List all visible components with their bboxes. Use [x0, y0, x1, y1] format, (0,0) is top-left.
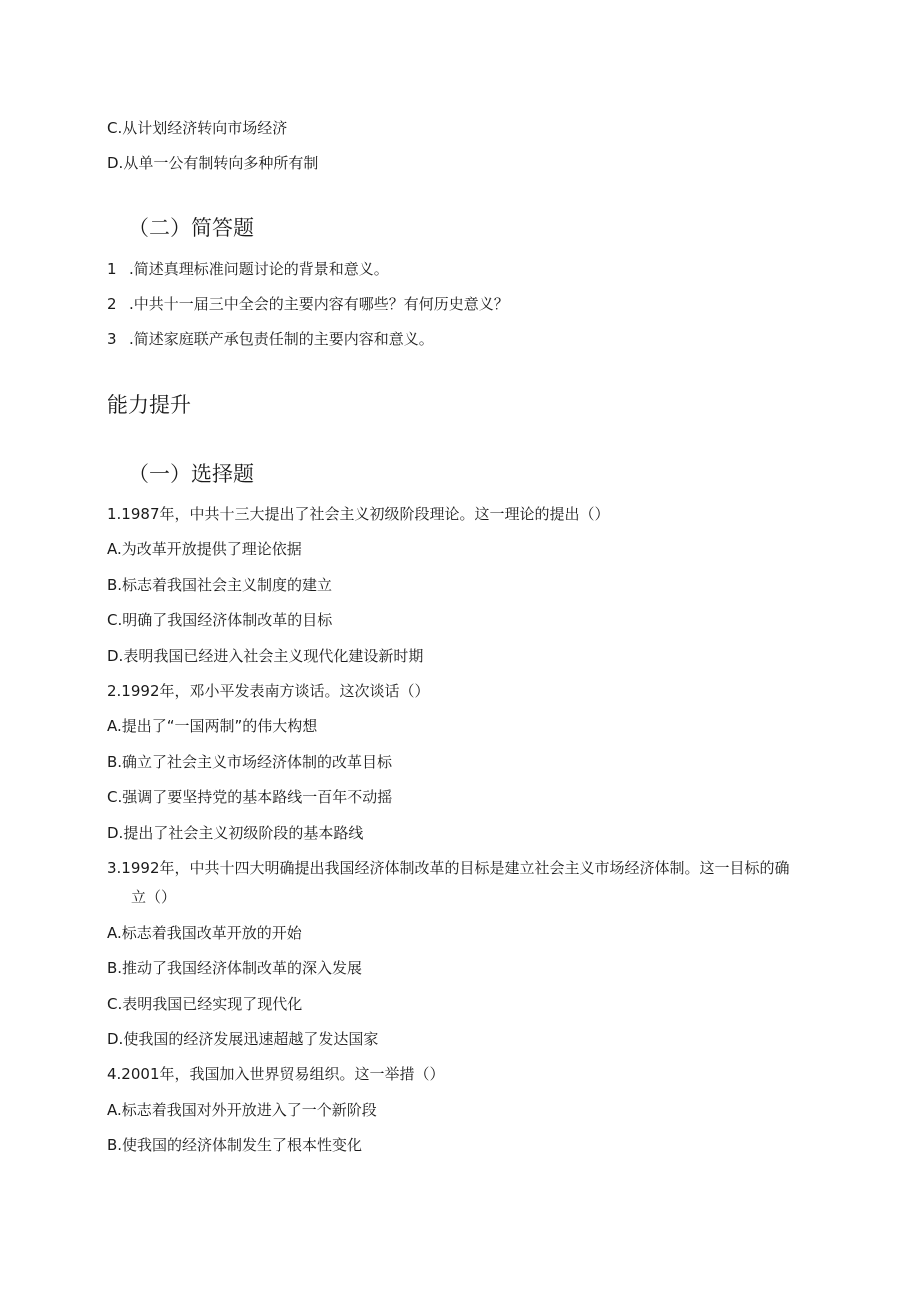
item-number: 3	[107, 330, 117, 348]
short-answer-item-2	[107, 294, 509, 314]
question-2-option-c: C.强调了要坚持党的基本路线一百年不动摇	[107, 788, 393, 806]
question-1-stem: 1.1987年，中共十三大提出了社会主义初级阶段理论。这一理论的提出（）	[107, 505, 610, 523]
question-1-option-b: B.标志着我国社会主义制度的建立	[107, 576, 333, 594]
question-1-option-d: D.表明我国已经进入社会主义现代化建设新时期	[107, 647, 424, 665]
item-text: .简述家庭联产承包责任制的主要内容和意义。	[129, 330, 434, 348]
ability-heading: 能力提升	[107, 393, 191, 417]
item-number: 1	[107, 260, 117, 278]
question-2-stem: 2.1992年，邓小平发表南方谈话。这次谈话（）	[107, 682, 430, 700]
question-1-option-a: A.为改革开放提供了理论依据	[107, 540, 302, 558]
question-3-option-c: C.表明我国已经实现了现代化	[107, 995, 303, 1013]
question-3-option-a: A.标志着我国改革开放的开始	[107, 924, 302, 942]
question-3-stem-line-2: 立（）	[131, 888, 177, 906]
option-c-prev: C.从计划经济转向市场经济	[107, 119, 288, 137]
option-d-prev: D.从单一公有制转向多种所有制	[107, 154, 319, 172]
question-4-option-a: A.标志着我国对外开放进入了一个新阶段	[107, 1101, 377, 1119]
short-answer-title: （二）简答题	[128, 216, 254, 240]
question-3-option-b: B.推动了我国经济体制改革的深入发展	[107, 959, 363, 977]
choice-title: （一）选择题	[128, 462, 254, 486]
short-answer-item-1	[107, 259, 389, 279]
question-4-stem: 4.2001年，我国加入世界贸易组织。这一举措（）	[107, 1065, 445, 1083]
question-4-option-b: B.使我国的经济体制发生了根本性变化	[107, 1136, 363, 1154]
question-3-option-d: D.使我国的经济发展迅速超越了发达国家	[107, 1030, 379, 1048]
question-2-option-b: B.确立了社会主义市场经济体制的改革目标	[107, 753, 393, 771]
question-2-option-d: D.提出了社会主义初级阶段的基本路线	[107, 824, 364, 842]
item-number: 2	[107, 295, 117, 313]
item-text: .中共十一届三中全会的主要内容有哪些？有何历史意义？	[129, 295, 509, 313]
item-text: .简述真理标准问题讨论的背景和意义。	[129, 260, 389, 278]
short-answer-item-3	[107, 329, 434, 349]
question-2-option-a: A.提出了“一国两制”的伟大构想	[107, 717, 318, 735]
question-3-stem-line-1: 3.1992年，中共十四大明确提出我国经济体制改革的目标是建立社会主义市场经济体制。这一目标的确	[107, 859, 790, 877]
question-1-option-c: C.明确了我国经济体制改革的目标	[107, 611, 333, 629]
